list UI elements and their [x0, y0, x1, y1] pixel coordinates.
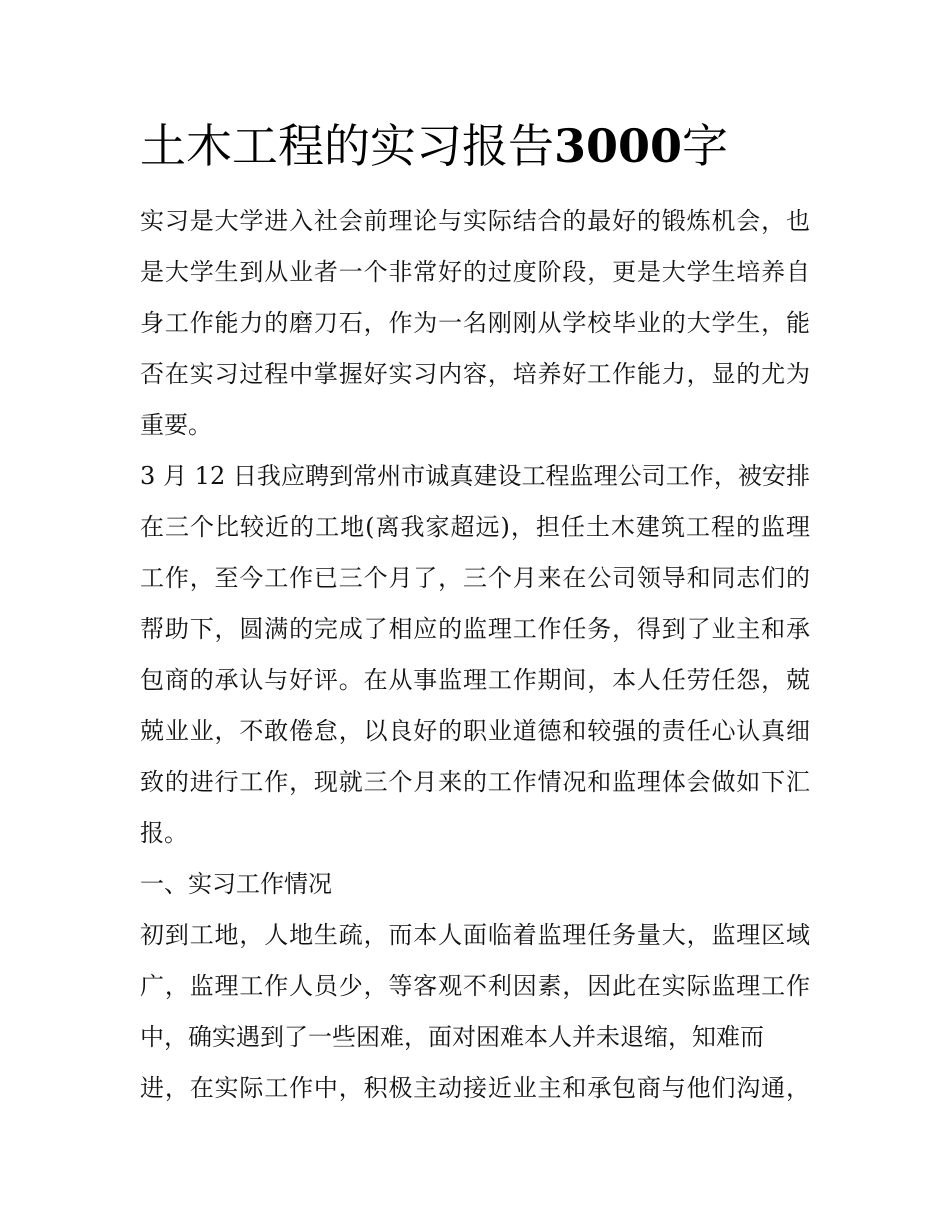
paragraph-line: 初到工地，人地生疏，而本人面临着监理任务量大，监理区域: [140, 921, 810, 949]
paragraph-line: 中，确实遇到了一些困难，面对困难本人并未退缩，知难而: [140, 1023, 764, 1051]
paragraph-line: 重要。: [140, 411, 212, 439]
paragraph-line: 在三个比较近的工地(离我家超远)，担任土木建筑工程的监理: [140, 513, 810, 541]
paragraph-line: 兢业业，不敢倦怠，以良好的职业道德和较强的责任心认真细: [140, 717, 810, 745]
paragraph-line: 致的进行工作，现就三个月来的工作情况和监理体会做如下汇: [140, 768, 810, 796]
paragraph-line: 3 月 12 日我应聘到常州市诚真建设工程监理公司工作，被安排: [140, 462, 810, 490]
paragraph-line: 实习是大学进入社会前理论与实际结合的最好的锻炼机会，也: [140, 207, 810, 235]
paragraph-line: 广，监理工作人员少，等客观不利因素，因此在实际监理工作: [140, 972, 810, 1000]
title-number: 3000: [554, 119, 683, 173]
section-heading: 一、实习工作情况: [140, 870, 332, 898]
document-title: [140, 116, 728, 176]
paragraph-line: 报。: [140, 819, 188, 847]
paragraph-line: 否在实习过程中掌握好实习内容，培养好工作能力，显的尤为: [140, 360, 810, 388]
paragraph-line: 进，在实际工作中，积极主动接近业主和承包商与他们沟通，: [140, 1074, 810, 1102]
paragraph-line: 帮助下，圆满的完成了相应的监理工作任务，得到了业主和承: [140, 615, 810, 643]
title-suffix: 字: [682, 119, 729, 173]
paragraph-line: 是大学生到从业者一个非常好的过度阶段，更是大学生培养自: [140, 258, 810, 286]
title-prefix: 土木工程的实习报告: [140, 119, 554, 173]
paragraph-line: 包商的承认与好评。在从事监理工作期间，本人任劳任怨，兢: [140, 666, 810, 694]
paragraph-line: 身工作能力的磨刀石，作为一名刚刚从学校毕业的大学生，能: [140, 309, 810, 337]
paragraph-line: 工作，至今工作已三个月了，三个月来在公司领导和同志们的: [140, 564, 810, 592]
